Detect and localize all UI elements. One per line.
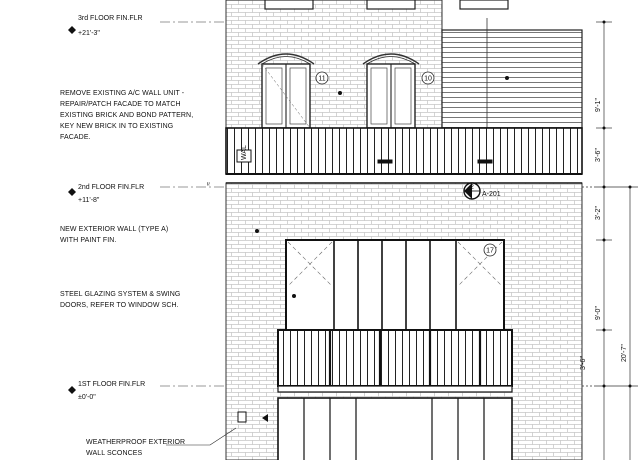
note-remove-ac-unit: [60, 90, 193, 141]
svg-text:17: 17: [486, 247, 494, 255]
svg-text:KEY NEW BRICK IN TO EXISTING: KEY NEW BRICK IN TO EXISTING: [60, 123, 174, 130]
window-tag-10: [422, 72, 434, 84]
svg-text:WEATHERPROOF EXTERIOR: WEATHERPROOF EXTERIOR: [86, 439, 186, 446]
svg-text:9'-1": 9'-1": [595, 98, 602, 112]
dimension-lines: [582, 22, 638, 460]
svg-text:11: 11: [318, 75, 326, 83]
svg-text:±0'-0": ±0'-0": [78, 394, 96, 401]
note-wall-sconces: [86, 428, 236, 457]
svg-text:20'-7": 20'-7": [621, 344, 628, 362]
svg-text:2nd FLOOR FIN.FLR: 2nd FLOOR FIN.FLR: [78, 184, 145, 191]
svg-text:STEEL GLAZING SYSTEM & SWING: STEEL GLAZING SYSTEM & SWING: [60, 291, 181, 298]
svg-text:3rd FLOOR FIN.FLR: 3rd FLOOR FIN.FLR: [78, 15, 143, 22]
svg-text:WALL SCONCES: WALL SCONCES: [86, 450, 143, 457]
level-1st-floor: [68, 381, 145, 401]
svg-text:10: 10: [424, 75, 432, 83]
svg-text:FACADE.: FACADE.: [60, 134, 91, 141]
svg-text:A-201: A-201: [482, 191, 501, 198]
svg-text:3'-2": 3'-2": [595, 206, 602, 220]
svg-text:+11'-8": +11'-8": [78, 197, 100, 204]
siding-addition: [442, 30, 582, 128]
top-windows: [265, 0, 508, 9]
glazing-system: [286, 240, 504, 330]
svg-text:REMOVE EXISTING A/C WALL UNIT: REMOVE EXISTING A/C WALL UNIT -: [60, 90, 185, 97]
svg-text:WITH PAINT FIN.: WITH PAINT FIN.: [60, 237, 117, 244]
svg-text:1ST FLOOR FIN.FLR: 1ST FLOOR FIN.FLR: [78, 381, 146, 388]
svg-text:9'-0": 9'-0": [595, 306, 602, 320]
juliet-balcony-railing: [278, 330, 512, 386]
svg-text:DOORS, REFER TO WINDOW SCH.: DOORS, REFER TO WINDOW SCH.: [60, 302, 179, 309]
svg-text:EXISTING BRICK AND BOND PATTER: EXISTING BRICK AND BOND PATTERN,: [60, 112, 194, 119]
upper-balcony-railing: [226, 128, 582, 174]
level-2nd-floor: [68, 184, 144, 204]
window-11: [258, 54, 314, 128]
svg-text:2: 2: [470, 184, 474, 191]
side-label: WAL: [241, 145, 248, 160]
window-tag-11: [316, 72, 328, 84]
svg-text:3'-6": 3'-6": [595, 148, 602, 162]
svg-text:3'-6": 3'-6": [580, 356, 587, 370]
svg-text:+21'-3": +21'-3": [78, 30, 100, 37]
level-3rd-floor: [68, 15, 143, 37]
window-10: [363, 54, 419, 128]
ground-storefront: [238, 398, 512, 460]
svg-text:REPAIR/PATCH FACADE TO MATCH: REPAIR/PATCH FACADE TO MATCH: [60, 101, 181, 108]
svg-text:NEW EXTERIOR WALL (TYPE A): NEW EXTERIOR WALL (TYPE A): [60, 226, 169, 233]
svg-text:≈: ≈: [204, 182, 211, 186]
